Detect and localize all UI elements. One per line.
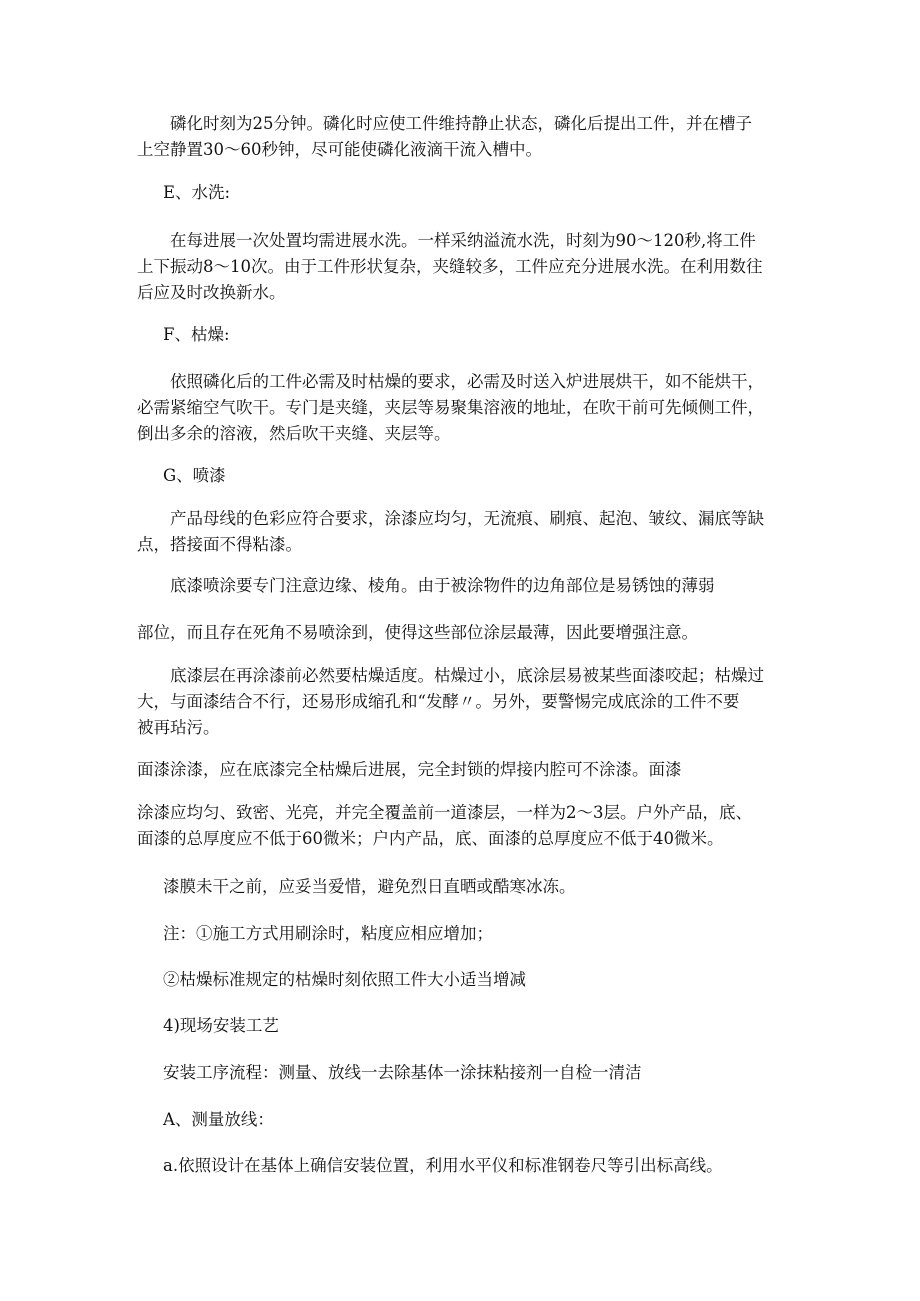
text-line: 点，搭接面不得粘漆。 (137, 535, 302, 554)
text-line: 产品母线的色彩应符合要求，涂漆应均匀，无流痕、刷痕、起泡、皱纹、漏底等缺 (170, 509, 764, 528)
text-line: 上空静置30～60秒钟，尽可能使磷化液滴干流入槽中。 (137, 140, 542, 159)
paragraph-film-protection (137, 874, 797, 900)
text-line: 部位，而且存在死角不易喷涂到，使得这些部位涂层最薄，因此要增强注意。 (137, 623, 698, 642)
text-line: 漆膜未干之前，应妥当爱惜，避免烈日直晒或酷寒冰冻。 (163, 877, 576, 896)
text-line: F、枯燥: (163, 325, 230, 344)
heading-installation (137, 1013, 797, 1039)
paragraph-phosphating-time (137, 111, 797, 163)
paragraph-note-2 (137, 967, 797, 993)
text-line: G、喷漆 (163, 466, 226, 485)
text-line: 上下振动8～10次。由于工件形状复杂，夹缝较多，工件应充分进展水洗。在利用数往 (137, 257, 763, 276)
text-line: 面漆的总厚度应不低于60微米；户内产品，底、面漆的总厚度应不低于40微米。 (137, 829, 724, 848)
paragraph-measure-a (137, 1153, 797, 1179)
text-line: 在每进展一次处置均需进展水洗。一样采纳溢流水洗，时刻为90～120秒,将工件 (170, 231, 756, 250)
text-line: 必需紧缩空气吹干。专门是夹缝，夹层等易聚集溶液的地址，在吹干前可先倾侧工件， (137, 398, 764, 417)
text-line: 大，与面漆结合不行，还易形成缩孔和“发酵〃。另外，要警惕完成底涂的工件不要 (137, 692, 740, 711)
text-line: 倒出多余的溶液，然后吹干夹缝、夹层等。 (137, 424, 451, 443)
heading-drying (137, 322, 797, 348)
text-line: 底漆喷涂要专门注意边缘、棱角。由于被涂物件的边角部位是易锈蚀的薄弱 (170, 576, 715, 595)
paragraph-primer-dry (137, 663, 797, 741)
text-line: A、测量放线： (163, 1110, 274, 1129)
paragraph-primer-spray-cont (137, 620, 797, 646)
text-line: 面漆涂漆，应在底漆完全枯燥后进展，完全封锁的焊接内腔可不涂漆。面漆 (137, 760, 682, 779)
text-line: 4)现场安装工艺 (163, 1016, 279, 1035)
paragraph-drying (137, 369, 797, 447)
text-line: 被再玷污。 (137, 718, 220, 737)
paragraph-topcoat-cont (137, 800, 797, 852)
heading-measure-layout (137, 1107, 797, 1133)
text-line: 后应及时改换新水。 (137, 283, 286, 302)
text-line: a.依照设计在基体上确信安装位置，利用水平仪和标准钢卷尺等引出标高线。 (163, 1156, 723, 1175)
heading-spray-paint (137, 463, 797, 489)
text-line: 磷化时刻为25分钟。磷化时应使工件维持静止状态，磷化后提出工件，并在槽子 (170, 114, 752, 133)
text-line: E、水洗: (163, 183, 231, 202)
paragraph-install-flow (137, 1060, 797, 1086)
text-line: 注：①施工方式用刷涂时，粘度应相应增加； (163, 924, 493, 943)
text-line: 涂漆应均匀、致密、光亮，并完全覆盖前一道漆层，一样为2～3层。户外产品，底、 (137, 803, 752, 822)
paragraph-topcoat (137, 757, 797, 783)
text-line: ②枯燥标准规定的枯燥时刻依照工件大小适当增减 (163, 970, 526, 989)
paragraph-water-wash (137, 228, 797, 306)
paragraph-primer-spray (137, 573, 797, 599)
text-line: 安装工序流程：测量、放线一去除基体一涂抹粘接剂一自检一清洁 (163, 1063, 642, 1082)
paragraph-note-1 (137, 921, 797, 947)
text-line: 底漆层在再涂漆前必然要枯燥适度。枯燥过小，底涂层易被某些面漆咬起；枯燥过 (170, 666, 764, 685)
paragraph-busbar-color (137, 506, 797, 558)
heading-water-wash (137, 180, 797, 206)
text-line: 依照磷化后的工件必需及时枯燥的要求，必需及时送入炉进展烘干，如不能烘干， (170, 372, 764, 391)
